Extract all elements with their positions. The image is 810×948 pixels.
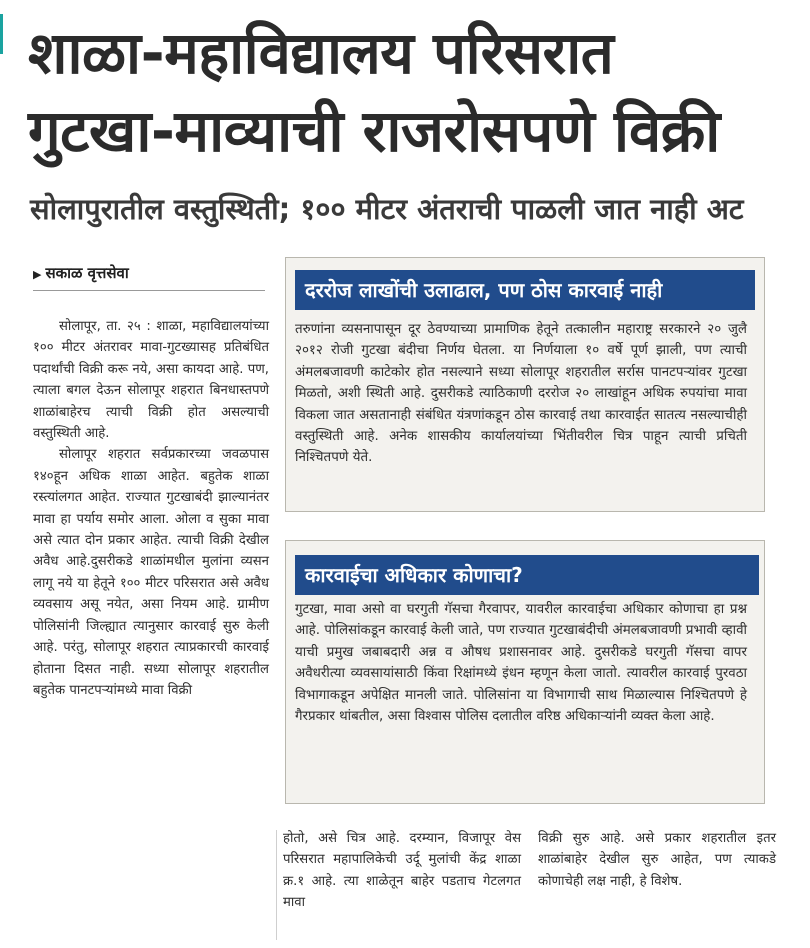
byline [33, 262, 265, 291]
headline-line-2: गुटखा-माव्याची राजरोसपणे विक्री [28, 97, 720, 165]
byline-triangle-icon: ▶ [33, 268, 42, 281]
article-paragraph: विक्री सुरु आहे. असे प्रकार शहरातील इतर शाळांबाहेर देखील सुरु आहेत, पण त्याकडे कोणाचेही लक्ष नाही, हे विशेष. [538, 831, 776, 889]
box-title: दररोज लाखोंची उलाढाल, पण ठोस कारवाई नाही [295, 270, 755, 310]
article-column-1 [33, 316, 269, 701]
sidebar-box-daily-turnover [285, 257, 765, 512]
byline-text: सकाळ वृत्तसेवा [45, 264, 129, 282]
box-title: कारवाईचा अधिकार कोणाचा? [295, 555, 759, 595]
article-column-3 [538, 828, 776, 892]
edge-accent-mark [0, 14, 3, 54]
box-body: गुटखा, मावा असो वा घरगुती गॅसचा गैरवापर, यावरील कारवाईचा अधिकार कोणाचा हा प्रश्न आहे. पोलिसांकडून कारवाई केली जाते, पण राज्यात गुटखाबंदीची अंमलबजावणी प्रभावी व्हावी याची प्रमुख जबाबदारी अन्न व औषध प्रशासनावर आहे. दुसरीकडे घरगुती गॅसचा वापर अवैधरीत्या व्यवसायांसाठी किंवा रिक्षांमध्ये इंधन म्हणून केला जातो. त्यावरील कारवाई पुरवठा विभागाकडून अपेक्षित मानली जाते. पोलिसांना या विभागाची साथ मिळाल्यास निश्चितपणे हे गैरप्रकार थांबतील, असा विश्वास पोलिस दलातील वरिष्ठ अधिकाऱ्यांनी व्यक्त केला आहे. [295, 602, 747, 725]
subheadline: सोलापुरातील वस्तुस्थिती; १०० मीटर अंतराची पाळली जात नाही अट [30, 192, 744, 226]
article-paragraph: होतो, असे चित्र आहे. दरम्यान, विजापूर वेस परिसरात महापालिकेची उर्दू मुलांची केंद्र शाळा क्र.१ आहे. त्या शाळेतून बाहेर पडताच गेटलगत मावा [283, 831, 521, 911]
headline-line-1: शाळा-महाविद्यालय परिसरात [28, 19, 614, 87]
column-divider [276, 830, 277, 940]
box-body: तरुणांना व्यसनापासून दूर ठेवण्याच्या प्रामाणिक हेतूने तत्कालीन महाराष्ट्र सरकारने २० जुलै २०१२ रोजी गुटखा बंदीचा निर्णय घेतला. या निर्णयाला १० वर्षे पूर्ण झाली, पण त्याची अंमलबजावणी काटेकोर होत नसल्याने सध्या सोलापूर शहरातील सर्रास पानटपऱ्यांवर गुटखा मिळतो, अशी स्थिती आहे. दुसरीकडे त्याठिकाणी दररोज २० लाखांहून अधिक रुपयांचा मावा विकला जात असतानाही संबंधित यंत्रणांकडून ठोस कारवाई तथा कारवाईत सातत्य नसल्याचीही वस्तुस्थिती आहे. अनेक शासकीय कार्यालयांच्या भिंतीवरील चित्र पाहून त्याची प्रचिती निश्चितपणे येते. [295, 322, 747, 466]
article-paragraph: सोलापूर शहरात सर्वप्रकारच्या जवळपास १४०हून अधिक शाळा आहेत. बहुतेक शाळा रस्त्यांलगत आहेत. राज्यात गुटखाबंदी झाल्यानंतर मावा हा पर्याय समोर आला. ओला व सुका मावा असे त्यात दोन प्रकार आहेत. त्याची विक्री देखील अवैध आहे.दुसरीकडे शाळांमधील मुलांना व्यसन लागू नये या हेतूने १०० मीटर परिसरात असे अवैध व्यवसाय असू नयेत, असा नियम आहे. ग्रामीण पोलिसांनी जिल्ह्यात त्यानुसार कारवाई सुरु केली आहे. परंतु, सोलापूर शहरात त्याप्रकारची कारवाई होताना दिसत नाही. सध्या सोलापूर शहरातील बहुतेक पानटपऱ्यांमध्ये मावा विक्री [33, 447, 269, 698]
article-paragraph: सोलापूर, ता. २५ : शाळा, महाविद्यालयांच्या १०० मीटर अंतरावर मावा-गुटख्यासह प्रतिबंधित पदार्थांची विक्री करू नये, असा कायदा आहे. पण, त्याला बगल देऊन सोलापूर शहरात बिनधास्तपणे शाळांबाहेरच त्याची विक्री होत असल्याची वस्तुस्थिती आहे. [33, 319, 269, 442]
sidebar-box-enforcement-authority [285, 540, 765, 804]
article-column-2 [283, 828, 521, 914]
headline [28, 14, 798, 170]
